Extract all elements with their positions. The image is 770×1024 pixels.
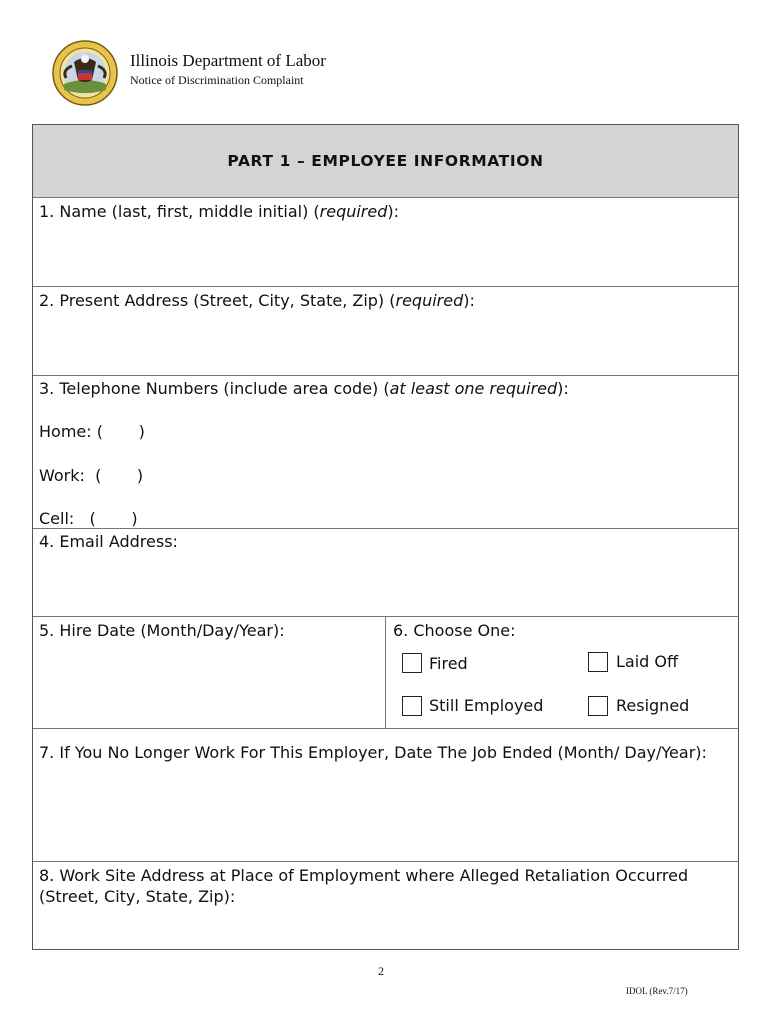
phone-cell[interactable]: Cell: ( ) [39,509,138,528]
resigned-checkbox[interactable] [588,696,608,716]
form-subtitle: Notice of Discrimination Complaint [130,73,304,87]
agency-name: Illinois Department of Labor [130,51,326,70]
job-ended-field[interactable] [33,729,738,862]
complaint-form [32,124,739,950]
telephone-label: 3. Telephone Numbers (include area code) (at least one required): [39,379,569,398]
part-header [33,125,738,198]
still-employed-label: Still Employed [429,696,544,715]
resigned-label: Resigned [616,696,690,715]
address-field[interactable] [33,287,738,376]
laid-off-checkbox[interactable] [588,652,608,672]
choose-one-label: 6. Choose One: [393,621,516,640]
job-ended-label: 7. If You No Longer Work For This Employer, Date The Job Ended (Month/ Day/Year): [39,743,707,762]
still-employed-checkbox[interactable] [402,696,422,716]
fired-label: Fired [429,654,468,673]
phone-home[interactable]: Home: ( ) [39,422,145,441]
column-divider [385,617,386,728]
name-label: 1. Name (last, first, middle initial) (required): [39,202,400,221]
part-title: PART 1 – EMPLOYEE INFORMATION [227,152,544,170]
telephone-field [33,376,738,529]
work-site-field[interactable] [33,862,738,951]
page-number: 2 [378,964,384,978]
hire-status-row [33,617,738,729]
revision-note: IDOL (Rev.7/17) [626,986,688,996]
address-label: 2. Present Address (Street, City, State, Zip) (required): [39,291,475,310]
hire-date-label: 5. Hire Date (Month/Day/Year): [39,621,285,640]
name-field[interactable] [33,198,738,287]
work-site-label: 8. Work Site Address at Place of Employment where Alleged Retaliation Occurred (Street, City, State, Zip): [39,866,689,906]
state-seal-icon [52,40,118,106]
phone-work[interactable]: Work: ( ) [39,466,144,485]
email-field[interactable] [33,529,738,617]
email-label: 4. Email Address: [39,532,178,551]
laid-off-label: Laid Off [616,652,679,671]
fired-checkbox[interactable] [402,653,422,673]
header [52,40,452,112]
